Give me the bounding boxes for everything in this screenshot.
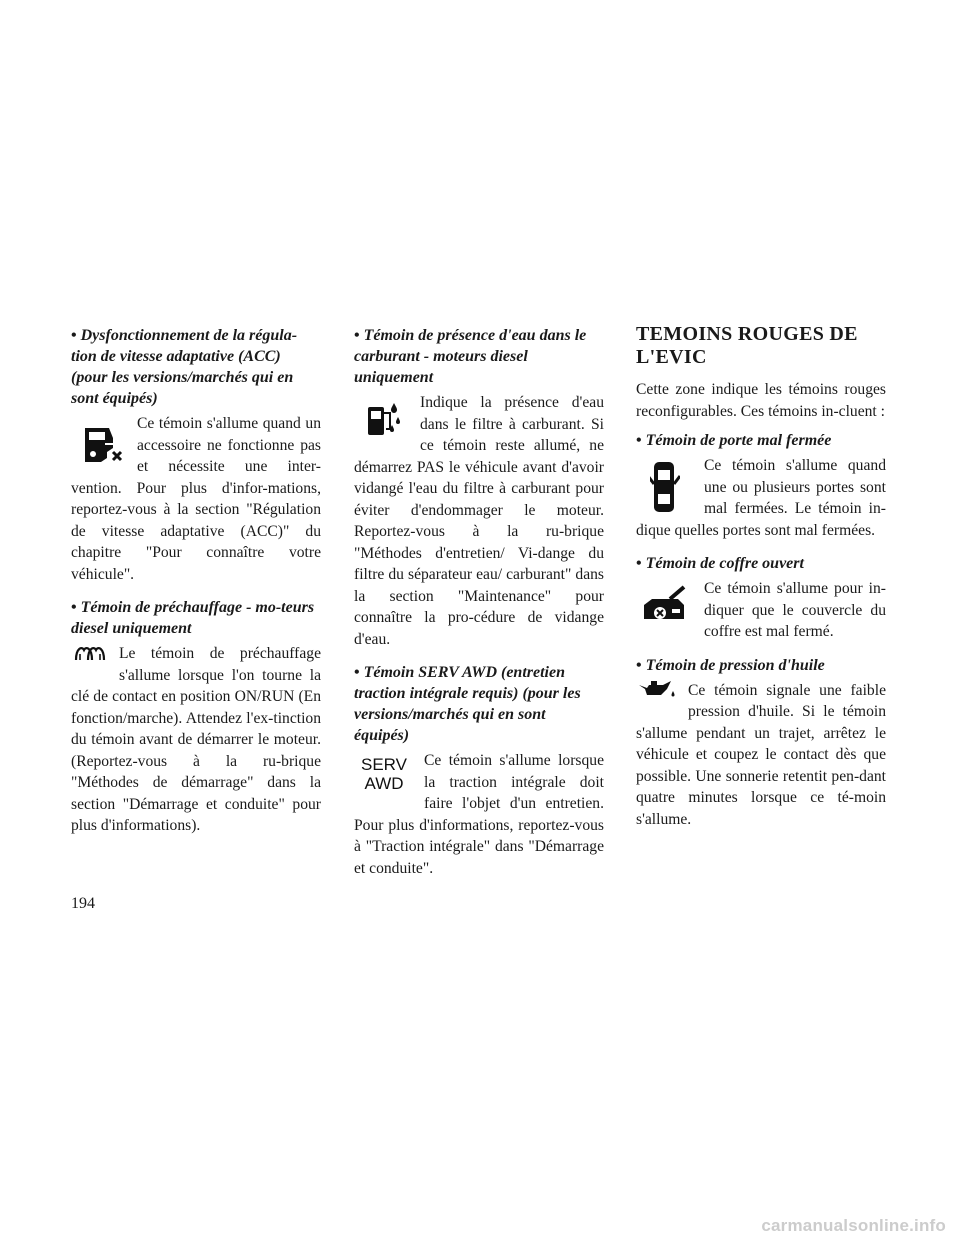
column-right [636, 323, 886, 842]
oil-pressure-icon [636, 678, 678, 700]
watermark: carmanualsonline.info [761, 1216, 946, 1235]
serv-awd-paragraph: SERV AWD Ce témoin s'allume lorsque la traction intégrale doit faire l'objet d'un entretien. Pour plus d'informations, reportez-vous à "Traction intégrale" dans "Démarrage et conduite". [354, 752, 604, 877]
oil-pressure-paragraph: Ce témoin signale une faible pression d'huile. Si le témoin s'allume pendant un trajet, arrêtez le véhicule et coupez le contact dès que possible. Une sonnerie retentit pen-dant quatre minutes lorsque ce té-moin s'allume. [636, 680, 886, 831]
acc-fault-icon [75, 417, 127, 473]
trunk-open-paragraph: Ce témoin s'allume pour in-diquer que le couvercle du coffre est mal fermé. [636, 578, 886, 643]
glow-plug-paragraph: Le témoin de préchauffage s'allume lorsque l'on tourne la clé de contact en position ON/RUN (En fonction/marche). Attendez l'ex-tinction du témoin avant de démarrer le moteur. (Reportez-vous à la ru-brique "Méthodes de démarrage" dans la section "Démarrage et conduite" pour plus d'informations). [71, 645, 321, 834]
door-ajar-icon [636, 459, 694, 515]
bullet: • [71, 327, 77, 344]
bullet: • [636, 432, 642, 449]
serv-awd-icon-line1: SERV [361, 755, 407, 774]
glow-plug-heading: • Témoin de préchauffage - mo-teurs diesel uniquement [71, 599, 315, 637]
section-title: TEMOINS ROUGES DE L'EVIC [636, 323, 858, 368]
bullet: • [636, 555, 642, 572]
acc-fault-heading: • Dysfonctionnement de la régula-tion de vitesse adaptative (ACC) (pour les versions/marchés qui en sont équipés) [71, 327, 298, 407]
glow-plug-icon [71, 643, 109, 665]
column-left [71, 325, 321, 849]
water-in-fuel-icon [354, 396, 410, 444]
serv-awd-icon-line2: AWD [364, 774, 404, 793]
trunk-open-heading: • Témoin de coffre ouvert [636, 555, 804, 572]
page-number: 194 [71, 895, 95, 912]
bullet: • [354, 327, 360, 344]
water-in-fuel-paragraph: Indique la présence d'eau dans le filtre à carburant. Si ce témoin reste allumé, ne démarrez PAS le véhicule avant d'avoir vidangé l'eau du filtre à carburant pour éviter d'endommager le moteur. Reportez-vous à la ru-brique "Méthodes d'entretien/ Vi-dange du filtre du séparateur eau/ carburant" dans la section "Maintenance" pour connaître la pro-cédure de vidange d'eau. [354, 394, 604, 648]
bullet: • [71, 599, 77, 616]
oil-pressure-heading: • Témoin de pression d'huile [636, 656, 825, 674]
bullet: • [636, 656, 642, 674]
column-middle [354, 325, 604, 891]
serv-awd-heading: • Témoin SERV AWD (entretien traction intégrale requis) (pour les versions/marchés qui en sont équipés) [354, 664, 581, 744]
door-ajar-paragraph: Ce témoin s'allume quand une ou plusieurs portes sont mal fermées. Le témoin in-dique quelles portes sont mal fermées. [636, 457, 886, 539]
water-in-fuel-heading: • Témoin de présence d'eau dans le carburant - moteurs diesel uniquement [354, 327, 587, 386]
bullet: • [354, 664, 360, 681]
trunk-open-icon [636, 582, 694, 630]
door-ajar-heading: • Témoin de porte mal fermée [636, 432, 832, 449]
acc-fault-paragraph: Ce témoin s'allume quand un accessoire ne fonctionne pas et nécessite une inter-vention. Pour plus d'infor-mations, reportez-vous à la section "Régulation de vitesse adaptative (ACC)" du chapitre "Pour connaître votre véhicule". [71, 415, 321, 583]
section-intro: Cette zone indique les témoins rouges reconfigurables. Ces témoins in-cluent : [636, 381, 886, 420]
serv-awd-icon [354, 752, 414, 796]
